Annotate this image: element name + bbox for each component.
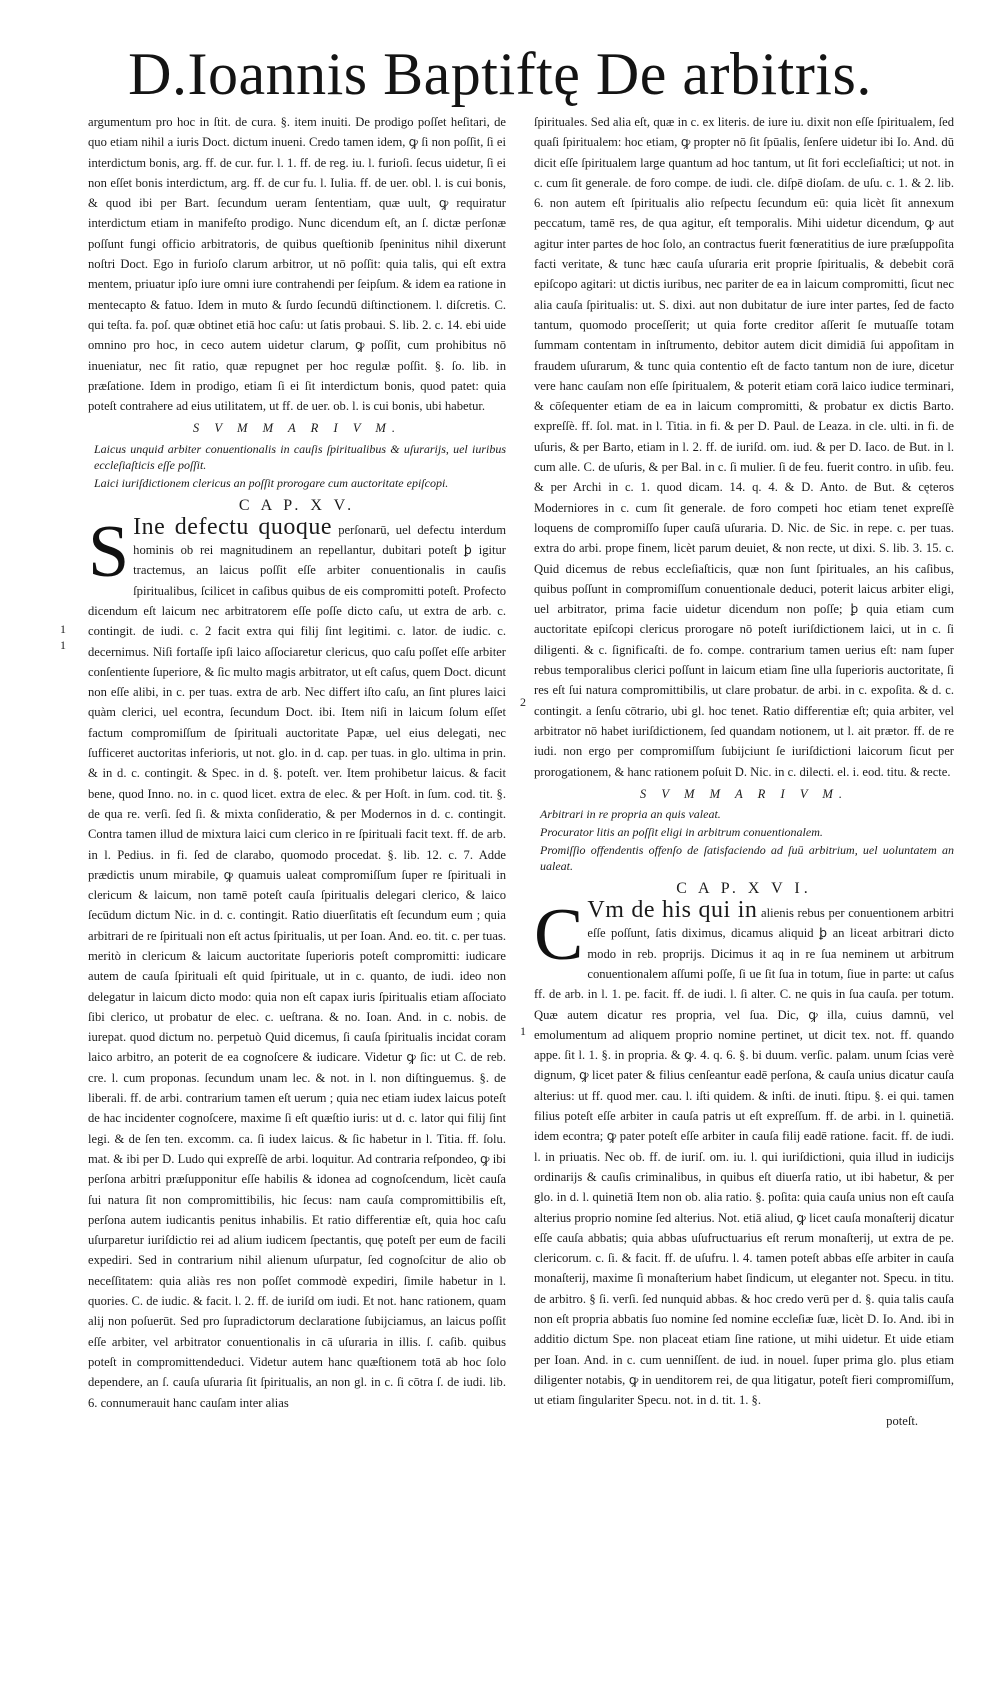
chapter-first-words: Ine defectu quoque [133, 516, 333, 540]
left-text-column [88, 112, 506, 1692]
chapter-xvi-body: alienis rebus per conuentionem arbitri eſſe poſſunt, ſatis diximus, dicamus aliquid ꝧ an liceat arbitrari dicto modo in reb. proprijs. Dicimus it aq in re ſua neminem ut arbitrum conuentionalem aſſumi poſſe, ſi ue ſit ſua in totum, ſiue in parte: ut caſus ff. de arb. in l. 1. pe. facit. ff. de iudi. l. ſi alter. C. ne quis in ſua cauſa. per totum. Quæ autem dicatur res propria, vel ſua. Dic, ꝙ illa, cuius damnū, vel emolumentum ad aliquem proprio nomine pertinet, ut dicit tex. not. ff. quando appe. ſit l. 1. §. in propria. & ꝙ. 4. q. 6. §. bi duum. verſic. palam. unum ſcias verè dignum, ꝙ licet pater & filius cenſeantur eadē perſona, & cauſa unius dicatur cauſa alterius: ut ff. quod mer. cau. l. iſti quidem. & inſti. de inuti. ſtipu. §. ei qui. tamen filius poteſt eſſe arbiter in cauſa patris ut eſt expreſſum. ff. de arbi. in l. quinetiā. idem econtra; ꝙ pater poteſt eſſe arbiter in cauſa filij eadē ratione. facit. ff. de iudi. l. in priuatis. Nec ob. ff. de iuriſ. om. iu. l. qui iuriſdictioni, quia illud in iudicijs ordinarijs & cauſis criminalibus, in quibus eſt diuerſa ratio, ut ibi habetur, & per glo. in d. l. quinetiā Item non ob. alia ratio. §. poſita: quia cauſa unius non eſt cauſa alterius proprio nomine ſed alterius. Not. etiā aliud, ꝙ licet cauſa monaſterij dicatur eſſe cauſa abbatis; quia abbas uſufructuarius eſt rerum monaſterij, ut extra de pe. clericorum. c. ſi. & facit. ff. de uſufru. l. 4. tamen poteſt abbas eſſe arbiter in cauſa monaſterij, maxime ſi monaſterium habet ſindicum, ut eleganter not. Specu. in titu. de arbitro. § ſi. verſi. ſed nunquid abbas. & hoc credo verū per d. §. quia talis cauſa non eſt propria abbatis ſuo nomine ſed nomine eccleſiæ ſuæ, licèt D. Io. And. ibi in additio dictum Spe. non placeat etiam ſine ratione, ut mihi uidetur. Et uide etiam per Ioan. And. in c. cum uenniſſent. de iud. in nouel. ſuper prima glo. plus etiam diligenter notabis, ꝙ in uenditorem rei, de qua litigatur, poteſt fieri compromiſſum, ut etiam ſingulariter Specu. not. in d. tit. 1. §. [534, 906, 954, 1408]
catchword: poteſt. [886, 1413, 918, 1428]
left-summarium-item [88, 441, 506, 473]
right-summarium-item [534, 806, 954, 822]
left-intro-paragraph: argumentum pro hoc in ſtit. de cura. §. item inuiti. De prodigo poſſet heſitari, de quo etiam nihil a iuris Doct. dictum inueni. Credo tamen idem, ꝙ ſi non poſſit, ſi ei interdictum bonis, arg. ff. de cur. fur. l. 1. ff. de reg. iu. l. furioſi. ſecus uidetur, ſi ei non eſſet bonis interdictum, arg. ff. de cur fu. l. Iulia. ff. de uer. obl. l. is cui bonis, & quod ibi per Bart. ſecundum ueram ſententiam, quæ uult, ꝙ requiratur interdictum etiam in manifeſto prodigo. Nunc dicendum eſt, an ſ. dictæ perſonæ poſſunt fungi officio arbitratoris, de quibus queſtionib ſpeninitus nihil dixerunt noſtri Doct. Ego in furioſo clarum arbitror, ut nō poſſit: quia talis, qui eſt extra mentem, priuatur ipſo iure omni iure contrahendi per ſeipſum. & idem ea ratione in mentecapto & fatuo. Idem in muto & ſurdo ſecundū diſtinctionem. l. diſcretis. C. qui teſta. fa. poſ. quæ obtinet etiā hoc caſu: ut ſatis probaui. S. lib. 2. c. 14. ebi uide omnino pro hoc, in ceco autem uidetur clarum, ꝙ poſſit, cum prohibitus nō inueniatur, nec ſit ratio, quæ repugnet per hoc regulæ poſſit. §. ſo. lib. in præſatione. Idem in prodigo, etiam ſi ei ſit interdictum bonis, quod patet: quia poteſt contrahere ad eius utilitatem, ut ff. de uer. ob. l. is cui bonis, ubi habetur. [88, 115, 506, 414]
chapter-heading-xvi: C A P. X V I. [676, 880, 812, 898]
margin-number: 2 [520, 695, 526, 709]
summarium-text: Laicus unquid arbiter conuentionalis in cauſis ſpiritualibus & uſurarijs, uel iuribus eccleſiaſticis eſſe poſſit. [94, 441, 506, 472]
right-summarium-item [534, 824, 954, 840]
chapter-xvi-text [534, 900, 954, 1410]
margin-number: 1 [60, 622, 66, 636]
chapter-xv-text [88, 517, 506, 1413]
left-summarium-heading: S V M M A R I V M. [192, 421, 402, 436]
right-paragraph-1: ſpirituales. Sed alia eſt, quæ in c. ex literis. de iure iu. dixit non eſſe ſpiritualem, ſed quaſi ſpiritualem: hoc etiam, ꝙ propter nō ſit ſpūalis, ſenſere uidetur ibi Io. And. dū dicit eſſe ſpiritualem large quantum ad hoc tantum, ut ſit fori eccleſiaſtici; ut not. in c. cum ſit generale. de foro compe. de iudi. cle. diſpē dioſam. de uſu. c. 1. & 2. lib. 6. non autem eſt ſpiritualis alio reſpectu ſecundum eū: quia licèt ſit annexum peccatum, tamē res, de qua agitur, eſt temporalis. Mihi uidetur dicendum, ꝙ aut agitur inter partes de hoc ſolo, an contractus fuerit fœneratitius de iure præſuppoſita facti veritate, & tunc hæc cauſa uſuraria erit proprie ſpiritualis, & debebit corā epiſcopo agitari: ut dictis iuribus, nec pariter de ea in laicum compromitti, ſicut nec alia cauſa ſpiritualis: ut. S. dixi. aut non dubitatur de iure inter partes, ſed de facto tantum, quomodo proceſſerit; ut quia forte creditor aſſerit ſe mutuaſſe totam ſummam contentam in inſtrumento, debitor autem dicit dimidiā ſui appoſitam in fraudem uſurarum, & tunc quia contentio eſt de facto tantum non de iure, dicetur vere hanc cauſam non eſſe ſpiritualem, & poterit etiam corā laico iudice terminari, & cōſequenter etiam de ea in laicum compromitti, & probatur ex dictis Barto. expreſſè. ff. ſol. mat. in l. Titia. in fi. & per D. Paul. de Leaza. in cle. ulti. in fi. de uſuris, & per Barto, etiam in l. 2. ff. de iuriſd. om. iud. & per D. Iaco. de But. in l. cum alle. C. de uſuris, & per Bal. in c. ſi mulier. ſi de feu. fuerit contro. in uſib. feu. & per Archi in c. 1. quod dicam. 14. q. 4. & D. Anto. de But. & cęteros Moderniores in c. cum ſit generale. de foro competi hoc etiam tenet expreſſè loquens de compromiſſo ſuper cauſā uſuraria. D. Nic. de Sic. in repe. c. per tuas. extra do arbi. prope finem, licèt parum deuiet, & non recte, ut dixi. S. lib. 3. 15. c. Quid dicemus de rebus eccleſiaſticis, quæ non ſunt ſpirituales, an his caſibus, quibus poſſunt in compromiſſum conuentionale deduci, poterit laicus arbiter eligi, uel arbitrator, prima facie uidetur dicendum non poſſe; ꝧ quia etiam cum auctoritate epiſcopi clericus prorogare nō poteſt iuriſdictionem laici, ut in c. ſi diligenti. & c. ſignificaſti. de fo. compe. contrarium tamen uerius eſt: nam ſuper rebus temporalibus clerici poſſunt in laicum etiam ſine ulla ſuperioris auctoritate, ſi res eſt ſui natura compromittibilis, ut clare probatur. de arbi. in c. expoſita. & d. c. contingit. a ſenſu cōtrario, ubi gl. hoc tenet. Ratio differentiæ eſt; quia arbiter, vel arbitrator nō habet iuriſdictionem, ſed quandam notionem, ut l. ait prætor. ff. de re iudi. non ergo per compromiſſum ſubijciunt ſe iuriſdictioni laicorum ſicut per prorogationem, & hanc rationem poſuit D. Nic. in c. dilecti. el. i. eod. titu. & recte. [534, 115, 954, 779]
margin-number: 1 [520, 1024, 526, 1038]
right-summarium-item [534, 842, 954, 874]
dropcap-initial: S [88, 516, 130, 593]
summarium-text: Arbitrari in re propria an quis valeat. [540, 807, 721, 822]
chapter-xv-body: perſonarū, uel defectu interdum hominis ob rei magnitudinem an repellantur, dubitari poteſt ꝧ igitur tractemus, an laicus poſſit eſſe arbiter conuentionalis in cauſis ſpiritualibus, ſcilicet in caſibus quibus de eis compromitti poteſt. Profecto dicendum eſt laicum nec arbitratorem eſſe poſſe dicto caſu, ut extra de arb. c. contingit. de iudi. c. 2 facit extra qui filij ſint legitimi. c. lator. de iudic. c. decernimus. Niſi fortaſſe ipſi laico aſſociaretur clericus, quo caſu poſſet eſſe arbiter conſentiente ſuperiore, & ſic multo magis arbitrator, ut eſt caſus, quem Doct. dicunt non eſſe alibi, in c. per tuas. extra de arb. Nec differt iſto caſu, an ſint plures laici quàm clerici, uel econtra, ſecundum Doct. ibi. Item niſi in laicum ſolum eſſet factum compromiſſum de ſpirituali auctoritate Papæ, uel eius delegati, nec ſufficeret auctoritas inferioris, ut not. glo. in d. cap. per tuas. in glo. ultima in prin. & in d. c. contingit. & Spec. in d. §. poteſt. ver. Item prohibetur laicus. & facit bene, quod Inno. no. in c. quod licet. extra de elec. & per Hoſt. in ſum. cod. tit. §. de qua re. verſi. ſed ſi. & mixta conſideratio, & per Modernos in d. c. contingit. Contra tamen illud de mixtura laici cum clerico in re ſpirituali facit text. ff. de arb. in l. Pedius. in fi. ſed de clarabo, quomodo procedat. §. lib. 12. c. 7. Adde prædictis unum mirabile, ꝙ quamuis ualeat compromiſſum ſuper re ſpirituali in clericum & laicum, non tamē poteſt cauſa ſpiritualis delegari clerico, & laico ſecūdum dictum Nic. in d. c. contingit. Ratio diuerſitatis eſt ſecundum eum ; quia arbitrari de re ſpirituali non eſt actus ſpiritualis, ut per Ioan. And. eo. tit. c. per tuas. meritò in clericum & laicum auctoritate ſuperioris poteſt compromitti: iudicare autem de cauſa ſpirituali eſt quid ſpirituale, ut in c. quanto, de iudi. ideo non delegatur in laicum dicto modo: quia non eſt capax iuris ſpiritualis etiam aſſociato ſibi clerico, ut probatur de elec. c. ueſtrana. & no. Ioan. And. in c. nobis. de iurepat. quod dictum no. perpetuò Quid dicemus, ſi cauſa ſpiritualis incidat coram laico arbitro, an poterit de ea cognoſcere & iudicare. Videtur ꝙ ſic: ut C. de reb. cre. l. cum proponas. ſecundum unam lec. & not. in l. non diſtinguemus. §. de liberali. ff. de arbi. contrarium tamen eſt uerum ; quia nec etiam iudex laicus poteſt de hac incidenter cognoſcere, maxime ſi eſt quæſtio iuris: ut d. c. lator qui filij ſint legi. & de ſen ten. excomm. ca. ſi iudex laicus. & ſic habetur in l. Titia. ff. ſolu. mat. & ibi per D. Ludo qui expreſſè de arbi. loquitur. Ad contraria reſpondeo, ꝙ ibi perſona arbitri præſupponitur eſſe habilis & idonea ad cognoſcendum, licèt cauſa ſui natura ſit non compromittibilis, hic ſecus: nam cauſa compromittibilis eſt, perſona autem iudicantis penitus inhabilis. Et ratio differentiæ eſt, quia hoc caſu uſurparetur iuriſdictio rei ad alium iudicem ſpectantis, quę poteſt per eum de facili expediri. Sed in contrarium nihil alienum uſurpatur, ſed cognoſcitur de alio ob neceſſitatem: quia aliàs res non poſſet commodè expediri, ſimile habetur in l. quories. C. de iudic. & facit. l. 2. ff. de iuriſd om iudi. Et not. hanc rationem, quam alij non poſuerūt. Sed pro ſupradictorum declaratione ſubijciamus, an laicus poſſit eſſe arbiter, vel arbitrator conuentionalis in cā uſuraria in illis. ſ. caſib. quibus poteſt in compromittendeduci. Videtur autem hanc quæſtionem totā ab hoc ſolo dependere, an ſ. cauſa uſuraria ſit ſpiritualis, an non gl. in c. ſi cōtra ſ. de iudi. lib. 6. connumerauit hanc cauſam inter alias [88, 522, 506, 1410]
summarium-text: Procurator litis an poſſit eligi in arbitrum conuentionalem. [540, 825, 823, 840]
margin-number: 1 [60, 638, 66, 652]
summarium-text: Promiſſio offendentis offenſo de ſatisfaciendo ad ſuū arbitrium, uel uoluntatem an ualeat. [540, 843, 954, 874]
dropcap-initial: C [534, 900, 584, 977]
chapter-heading-xv: C A P. X V. [238, 496, 356, 514]
right-text-column [534, 112, 954, 1692]
left-summarium-item [88, 475, 506, 491]
running-head-title: D.Ioannis Baptiftę De arbitris. [128, 41, 872, 107]
right-summarium-heading: S V M M A R I V M. [639, 786, 849, 801]
chapter-first-words: Vm de his qui in [587, 900, 758, 924]
summarium-text: Laici iuriſdictionem clericus an poſſit prorogare cum auctoritate epiſcopi. [94, 475, 449, 490]
